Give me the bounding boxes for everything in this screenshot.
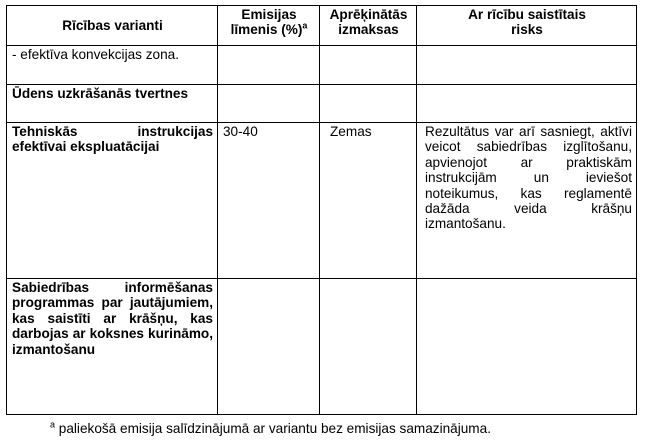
options-table — [6, 5, 637, 415]
header-emission-level: Emisijas līmenis (%)$^a$ — [218, 6, 320, 46]
cell-variant: Ūdens uzkrāšanās tvertnes — [7, 85, 218, 123]
footnote-marker: a — [50, 419, 56, 430]
cell-risk — [417, 46, 637, 85]
table-row — [7, 46, 637, 85]
cell-risk: Rezultātus var arī sasniegt, aktīvi veicot sabiedrības izglītošanu, apvienojot ar praktiskām instrukcijām un ieviešot noteikumus, kas reglamentē dažāda veida krāšņu izmantošanu. — [417, 123, 637, 279]
header-associated-risk: Ar rīcību saistītais risks — [417, 6, 637, 46]
cell-emission — [218, 279, 320, 415]
cell-risk — [417, 279, 637, 415]
footnote-marker: a — [302, 20, 308, 31]
cell-variant: Sabiedrības informēšanas programmas par jautājumiem, kas saistīti ar krāšņu, kas darbojas ar koksnes kurināmo, izmantošanu — [7, 279, 218, 415]
table-header-row — [7, 6, 637, 46]
cell-emission: 30-40 — [218, 123, 320, 279]
table-row — [7, 279, 637, 415]
cell-cost: Zemas — [320, 123, 417, 279]
cell-cost — [320, 279, 417, 415]
cell-cost — [320, 85, 417, 123]
cell-cost — [320, 46, 417, 85]
footnote — [50, 421, 491, 436]
footnote-text: paliekošā emisija salīdzinājumā ar variantu bez emisijas samazinājuma. — [58, 421, 491, 436]
cell-emission — [218, 46, 320, 85]
header-estimated-costs: Aprēķinātās izmaksas — [320, 6, 417, 46]
cell-variant: - efektīva konvekcijas zona. — [7, 46, 218, 85]
table-row — [7, 123, 637, 279]
header-options: Rīcības varianti — [7, 6, 218, 46]
cell-risk — [417, 85, 637, 123]
cell-emission — [218, 85, 320, 123]
cell-variant: Tehniskās instrukcijas efektīvai ekspluatācijai — [7, 123, 218, 279]
table-row — [7, 85, 637, 123]
